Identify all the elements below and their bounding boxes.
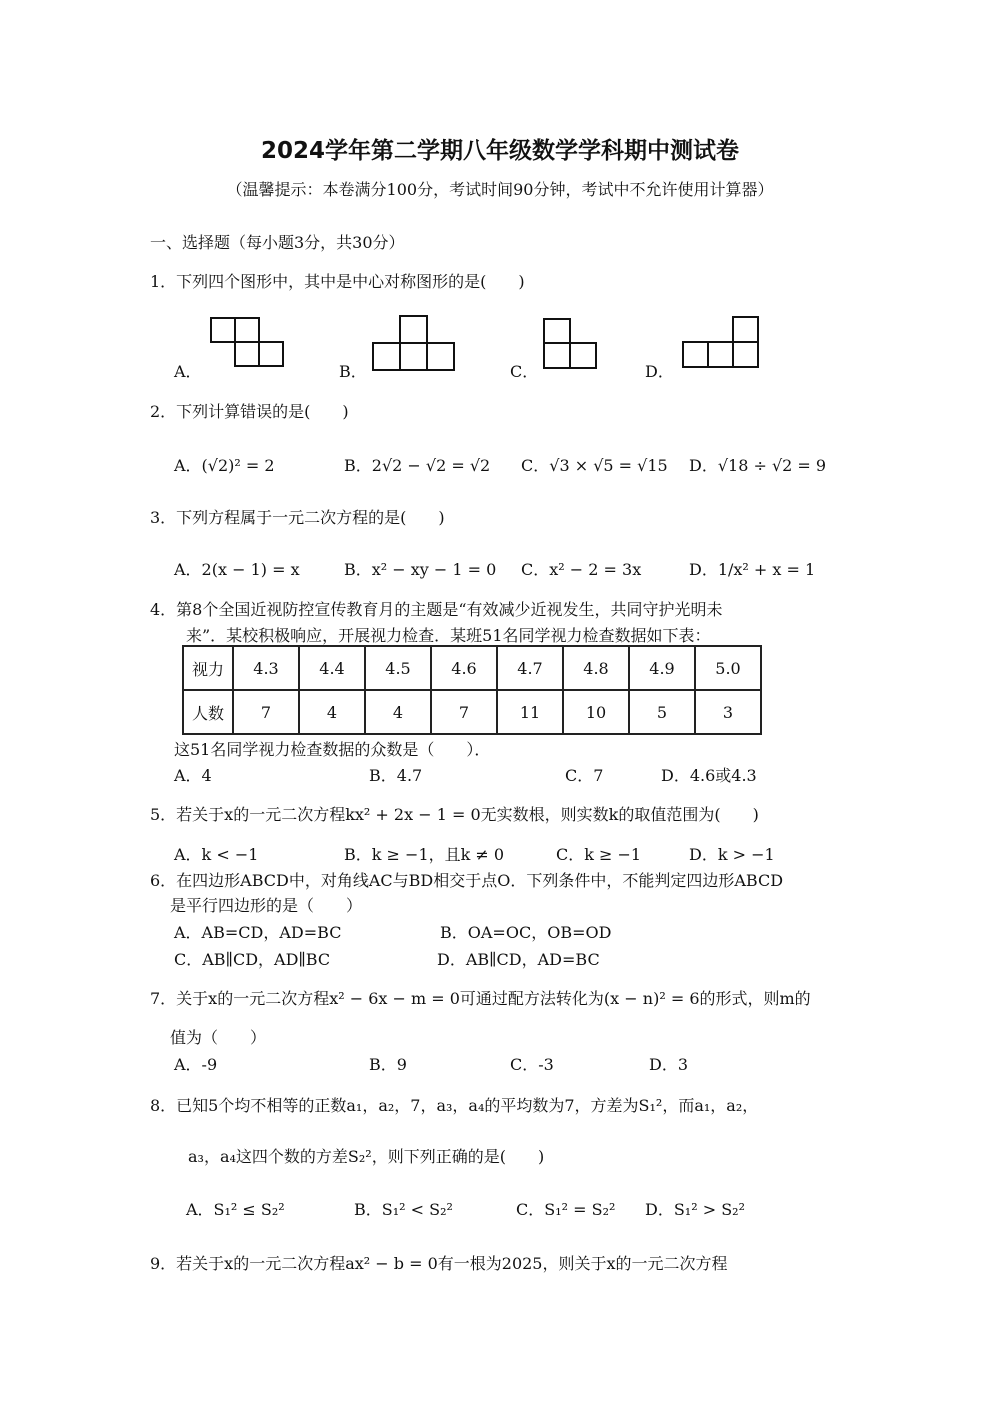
q7-stem-line1: 7．关于x的一元二次方程x² − 6x − m = 0可通过配方法转化为(x − n)² = 6的形式，则m的 (150, 989, 811, 1008)
q1-figure-c (543, 318, 599, 370)
table-cell: 4.6 (431, 646, 497, 690)
table-cell: 4.5 (365, 646, 431, 690)
table-cell: 3 (695, 690, 761, 734)
q6-stem-line2: 是平行四边形的是（ ） (170, 896, 363, 915)
table-cell: 4.8 (563, 646, 629, 690)
q1-stem: 1．下列四个图形中，其中是中心对称图形的是( ) (150, 272, 525, 291)
q5-option-b: B．k ≥ −1，且k ≠ 0 (344, 845, 505, 864)
q2-option-a: A．(√2)² = 2 (174, 456, 275, 475)
q4-stem-line1: 4．第8个全国近视防控宣传教育月的主题是“有效减少近视发生，共同守护光明未 (150, 600, 723, 619)
q7-option-b: B．9 (369, 1055, 407, 1074)
q6-option-b: B．OA=OC，OB=OD (440, 923, 612, 942)
table-header-cell: 视力 (183, 646, 233, 690)
q2-option-b: B．2√2 − √2 = √2 (344, 456, 491, 475)
table-header-cell: 人数 (183, 690, 233, 734)
q1-label-d: D． (645, 362, 674, 381)
vision-data-table (182, 645, 762, 735)
table-cell: 10 (563, 690, 629, 734)
q5-stem: 5．若关于x的一元二次方程kx² + 2x − 1 = 0无实数根，则实数k的取值范围为( ) (150, 805, 759, 824)
q2-option-c: C．√3 × √5 = √15 (521, 456, 668, 475)
q3-stem: 3．下列方程属于一元二次方程的是( ) (150, 508, 445, 527)
q2-stem: 2．下列计算错误的是( ) (150, 402, 349, 421)
table-cell: 4 (365, 690, 431, 734)
q4-option-c: C．7 (565, 766, 604, 785)
q7-stem-line2: 值为（ ） (170, 1028, 267, 1047)
q3-option-c: C．x² − 2 = 3x (521, 560, 642, 579)
table-cell: 4.3 (233, 646, 299, 690)
q4-option-a: A．4 (174, 766, 212, 785)
q9-stem: 9．若关于x的一元二次方程ax² − b = 0有一根为2025，则关于x的一元二次方程 (150, 1254, 728, 1273)
q1-label-a: A． (174, 362, 202, 381)
q8-option-c: C．S₁² = S₂² (516, 1200, 616, 1219)
q1-figure-a (210, 317, 286, 369)
q7-option-d: D．3 (649, 1055, 689, 1074)
q6-stem-line1: 6．在四边形ABCD中，对角线AC与BD相交于点O．下列条件中，不能判定四边形ABCD (150, 871, 784, 890)
q1-label-c: C． (510, 362, 539, 381)
table-row (183, 646, 761, 690)
q2-option-d: D．√18 ÷ √2 = 9 (689, 456, 827, 475)
q8-stem-line1: 8．已知5个均不相等的正数a₁，a₂，7，a₃，a₄的平均数为7，方差为S₁²，而a₁，a₂， (150, 1096, 759, 1115)
table-cell: 5.0 (695, 646, 761, 690)
table-cell: 4.9 (629, 646, 695, 690)
q4-stem-line2: 来”．某校积极响应，开展视力检查．某班51名同学视力检查数据如下表： (186, 626, 711, 645)
q7-option-c: C．-3 (510, 1055, 554, 1074)
q1-figure-b (372, 315, 456, 371)
table-cell: 11 (497, 690, 563, 734)
table-cell: 7 (233, 690, 299, 734)
q8-stem-line2: a₃，a₄这四个数的方差S₂²，则下列正确的是( ) (188, 1147, 545, 1166)
q4-option-b: B．4.7 (369, 766, 423, 785)
q4-question: 这51名同学视力检查数据的众数是（ ）． (174, 740, 491, 759)
q5-option-a: A．k < −1 (174, 845, 259, 864)
table-cell: 7 (431, 690, 497, 734)
section-heading: 一、选择题（每小题3分，共30分） (150, 233, 405, 252)
q5-option-c: C．k ≥ −1 (556, 845, 642, 864)
q1-label-b: B． (339, 362, 367, 381)
q8-option-a: A．S₁² ≤ S₂² (186, 1200, 285, 1219)
table-cell: 4.7 (497, 646, 563, 690)
q7-option-a: A．-9 (174, 1055, 218, 1074)
table-cell: 4 (299, 690, 365, 734)
q1-figure-d (682, 316, 760, 370)
exam-note: （温馨提示：本卷满分100分，考试时间90分钟，考试中不允许使用计算器） (226, 180, 774, 199)
q6-option-c: C．AB∥CD，AD∥BC (174, 950, 331, 969)
q3-option-d: D．1/x² + x = 1 (689, 560, 816, 579)
table-cell: 5 (629, 690, 695, 734)
table-cell: 4.4 (299, 646, 365, 690)
q6-option-a: A．AB=CD，AD=BC (174, 923, 342, 942)
q3-option-a: A．2(x − 1) = x (174, 560, 300, 579)
q6-option-d: D．AB∥CD，AD=BC (437, 950, 600, 969)
q3-option-b: B．x² − xy − 1 = 0 (344, 560, 497, 579)
q8-option-b: B．S₁² < S₂² (354, 1200, 453, 1219)
q5-option-d: D．k > −1 (689, 845, 775, 864)
page-title: 2024学年第二学期八年级数学学科期中测试卷 (260, 138, 739, 164)
q4-option-d: D．4.6或4.3 (661, 766, 757, 785)
table-row (183, 690, 761, 734)
q8-option-d: D．S₁² > S₂² (645, 1200, 745, 1219)
